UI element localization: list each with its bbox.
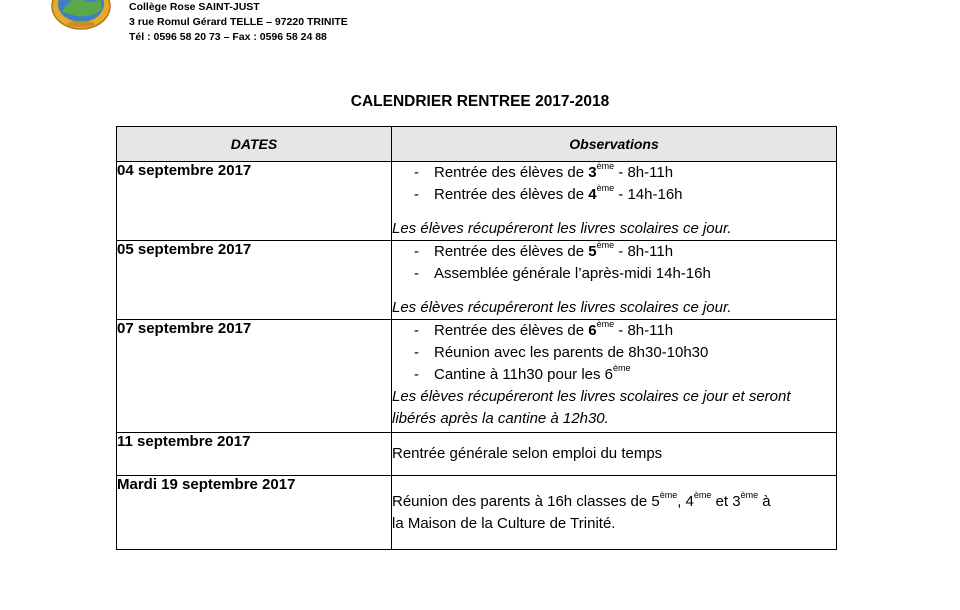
row-date: Mardi 19 septembre 2017: [117, 476, 392, 550]
calendar-table: [116, 126, 837, 550]
row-note: Les élèves récupéreront les livres scolaires ce jour.: [392, 299, 732, 316]
table-row: [117, 162, 837, 241]
list-item: - Rentrée des élèves de 6ème - 8h-11h: [414, 319, 674, 339]
row-date: 05 septembre 2017: [117, 241, 392, 320]
row-observations: [392, 241, 837, 320]
column-header-observations: Observations: [392, 127, 837, 162]
column-header-dates: DATES: [117, 127, 392, 162]
row-observations: [392, 162, 837, 241]
row-note: Les élèves récupéreront les livres scolaires ce jour et seront: [392, 388, 791, 405]
list-item: - Assemblée générale l’après-midi 14h-16h: [414, 265, 711, 282]
row-observations: [392, 476, 837, 550]
table-row: [117, 433, 837, 476]
school-contact: Tél : 0596 58 20 73 – Fax : 0596 58 24 88: [129, 31, 327, 43]
row-observations: [392, 320, 837, 433]
school-address: 3 rue Romul Gérard TELLE – 97220 TRINITE: [129, 16, 348, 28]
row-date: 07 septembre 2017: [117, 320, 392, 433]
list-item: - Cantine à 11h30 pour les 6ème: [414, 363, 631, 383]
page-title: CALENDRIER RENTREE 2017-2018: [350, 93, 610, 110]
table-row: [117, 476, 837, 550]
row-date: 04 septembre 2017: [117, 162, 392, 241]
list-item: - Rentrée des élèves de 4ème - 14h-16h: [414, 183, 683, 203]
school-logo-icon: [50, 0, 112, 30]
table-header-row: [117, 127, 837, 162]
row-text: la Maison de la Culture de Trinité.: [392, 514, 616, 532]
row-date: 11 septembre 2017: [117, 433, 392, 476]
list-item: - Rentrée des élèves de 3ème - 8h-11h: [414, 161, 674, 181]
list-item: - Réunion avec les parents de 8h30-10h30: [414, 344, 709, 361]
row-text: Réunion des parents à 16h classes de 5ème, 4ème et 3ème à: [392, 489, 771, 510]
row-note: Les élèves récupéreront les livres scolaires ce jour.: [392, 220, 732, 237]
row-note: libérés après la cantine à 12h30.: [392, 410, 609, 427]
school-name: Collège Rose SAINT-JUST: [129, 1, 260, 13]
row-text: Rentrée générale selon emploi du temps: [392, 445, 663, 462]
row-observations: [392, 433, 837, 476]
list-item: - Rentrée des élèves de 5ème - 8h-11h: [414, 240, 674, 260]
table-row: [117, 241, 837, 320]
table-row: [117, 320, 837, 433]
letterhead: [129, 0, 348, 45]
